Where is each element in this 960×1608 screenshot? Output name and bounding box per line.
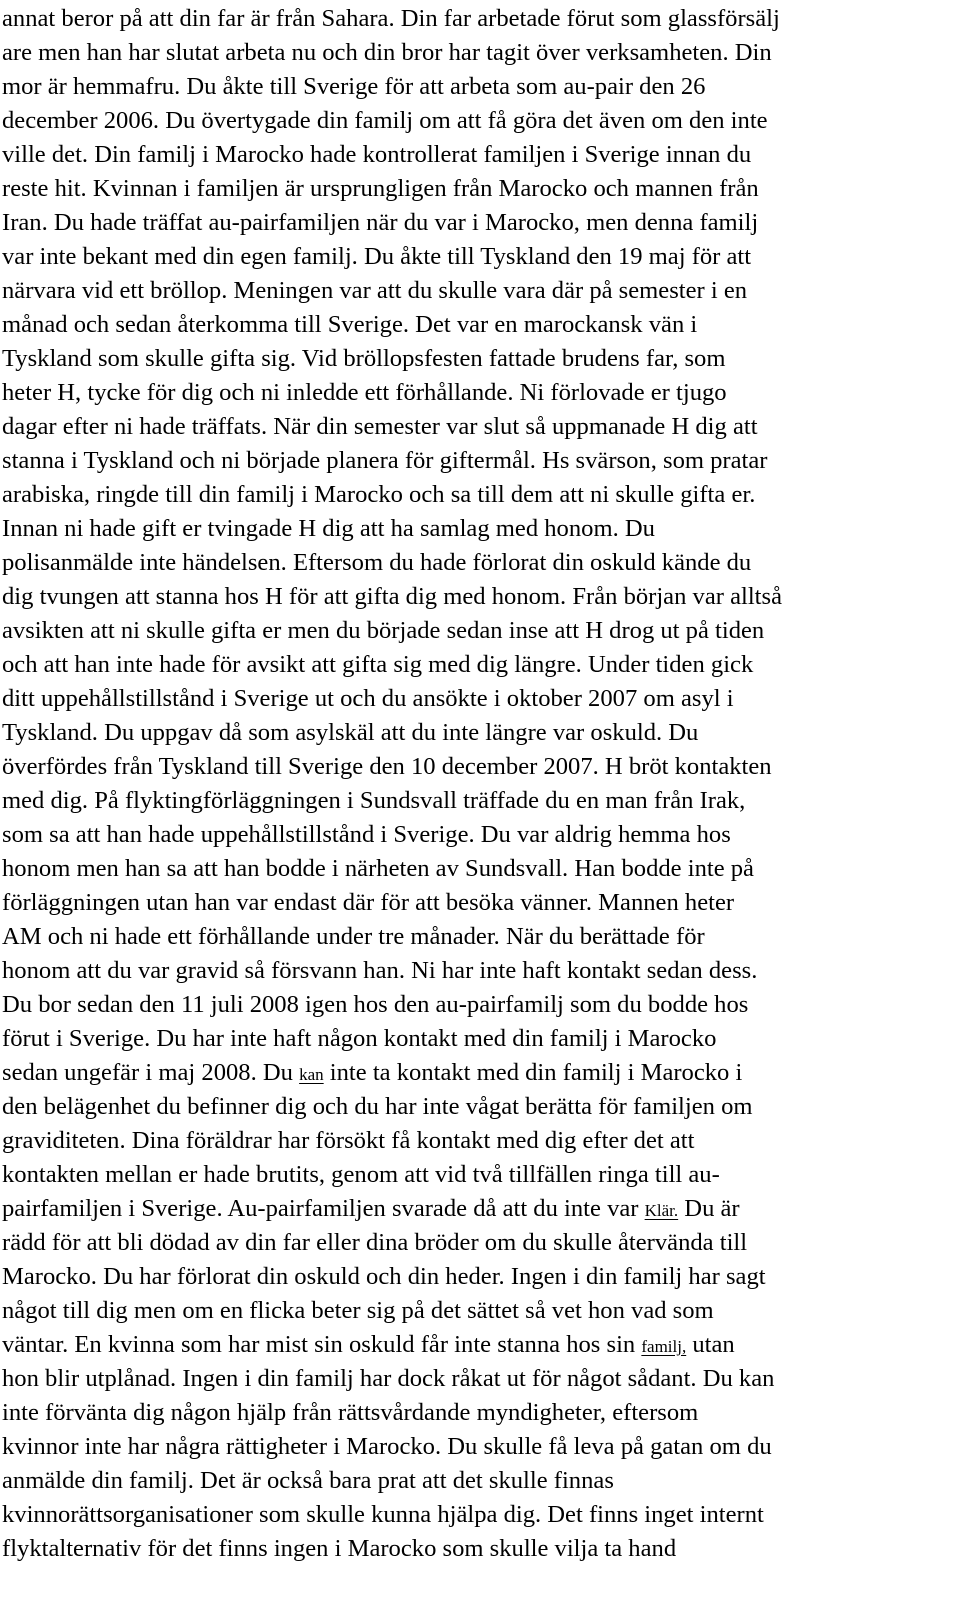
text-line-33: den belägenhet du befinner dig och du har inte vågat berätta för familjen om — [2, 1093, 753, 1120]
text-line-13: dagar efter ni hade träffats. När din semester var slut så uppmanade H dig att — [2, 413, 758, 440]
text-segment: utan — [686, 1331, 735, 1358]
text-line-39: något till dig men om en flicka beter sig på det sättet så vet hon vad som — [2, 1297, 714, 1324]
text-line-19: avsikten att ni skulle gifta er men du började sedan inse att H drog ut på tiden — [2, 617, 765, 644]
text-line-8: var inte bekant med din egen familj. Du åkte till Tyskland den 19 maj för att — [2, 243, 752, 270]
text-line-23: överfördes från Tyskland till Sverige den 10 december 2007. H bröt kontakten — [2, 753, 772, 780]
text-line-10: månad och sedan återkomma till Sverige. Det var en marockansk vän i — [2, 311, 698, 338]
text-line-29: honom att du var gravid så försvann han. Ni har inte haft kontakt sedan dess. — [2, 957, 758, 984]
text-line-1: annat beror på att din far är från Sahara. Din far arbetade förut som glassförsälj — [2, 5, 780, 32]
text-line-34: graviditeten. Dina föräldrar har försökt få kontakt med dig efter det att — [2, 1127, 695, 1154]
text-line-7: Iran. Du hade träffat au-pairfamiljen när du var i Marocko, men denna familj — [2, 209, 759, 236]
text-line-15: arabiska, ringde till din familj i Marocko och sa till dem att ni skulle gifta er. — [2, 481, 756, 508]
text-line-42: inte förvänta dig någon hjälp från rättsvårdande myndigheter, eftersom — [2, 1399, 699, 1426]
text-segment: inte ta kontakt med din familj i Marocko i — [323, 1059, 743, 1086]
text-line-12: heter H, tycke för dig och ni inledde ett förhållande. Ni förlovade er tjugo — [2, 379, 727, 406]
text-line-18: dig tvungen att stanna hos H för att gifta dig med honom. Från början var alltså — [2, 583, 782, 610]
text-segment: väntar. En kvinna som har mist sin oskuld får inte stanna hos sin — [2, 1331, 642, 1358]
text-line-16: Innan ni hade gift er tvingade H dig att ha samlag med honom. Du — [2, 515, 655, 542]
text-line-2: are men han har slutat arbeta nu och din bror har tagit över verksamheten. Din — [2, 39, 772, 66]
text-line-30: Du bor sedan den 11 juli 2008 igen hos den au-pairfamilj som du bodde hos — [2, 991, 749, 1018]
text-segment: Du är — [678, 1195, 740, 1222]
text-line-22: Tyskland. Du uppgav då som asylskäl att du inte längre var oskuld. Du — [2, 719, 699, 746]
text-line-27: förläggningen utan han var endast där för att besöka vänner. Mannen heter — [2, 889, 735, 916]
text-line-45: kvinnorättsorganisationer som skulle kunna hjälpa dig. Det finns inget internt — [2, 1501, 764, 1528]
underlined-word: kan — [299, 1065, 324, 1084]
text-line-40 — [2, 1331, 735, 1361]
text-line-17: polisanmälde inte händelsen. Eftersom du hade förlorat din oskuld kände du — [2, 549, 752, 576]
text-line-26: honom men han sa att han bodde i närheten av Sundsvall. Han bodde inte på — [2, 855, 754, 882]
text-line-24: med dig. På flyktingförläggningen i Sundsvall träffade du en man från Irak, — [2, 787, 746, 814]
text-line-11: Tyskland som skulle gifta sig. Vid bröllopsfesten fattade brudens far, som — [2, 345, 726, 372]
text-segment: sedan ungefär i maj 2008. Du — [2, 1059, 300, 1086]
text-line-32 — [2, 1059, 742, 1089]
text-line-28: AM och ni hade ett förhållande under tre månader. När du berättade för — [2, 923, 705, 950]
text-line-9: närvara vid ett bröllop. Meningen var att du skulle vara där på semester i en — [2, 277, 748, 304]
text-line-21: ditt uppehållstillstånd i Sverige ut och du ansökte i oktober 2007 om asyl i — [2, 685, 734, 712]
text-line-43: kvinnor inte har några rättigheter i Marocko. Du skulle få leva på gatan om du — [2, 1433, 772, 1460]
text-line-14: stanna i Tyskland och ni började planera för giftermål. Hs svärson, som pratar — [2, 447, 768, 474]
underlined-word: familj, — [641, 1337, 687, 1356]
text-line-36 — [2, 1195, 740, 1225]
text-line-31: förut i Sverige. Du har inte haft någon kontakt med din familj i Marocko — [2, 1025, 717, 1052]
text-line-41: hon blir utplånad. Ingen i din familj har dock råkat ut för något sådant. Du kan — [2, 1365, 775, 1392]
underlined-word: Klär. — [644, 1201, 679, 1220]
text-line-25: som sa att han hade uppehållstillstånd i Sverige. Du var aldrig hemma hos — [2, 821, 731, 848]
text-segment: pairfamiljen i Sverige. Au-pairfamiljen svarade då att du inte var — [2, 1195, 645, 1222]
text-line-5: ville det. Din familj i Marocko hade kontrollerat familjen i Sverige innan du — [2, 141, 752, 168]
text-line-4: december 2006. Du övertygade din familj om att få göra det även om den inte — [2, 107, 768, 134]
text-line-20: och att han inte hade för avsikt att gifta sig med dig längre. Under tiden gick — [2, 651, 754, 678]
text-line-44: anmälde din familj. Det är också bara prat att det skulle finnas — [2, 1467, 614, 1494]
text-line-35: kontakten mellan er hade brutits, genom att vid två tillfällen ringa till au- — [2, 1161, 720, 1188]
text-line-3: mor är hemmafru. Du åkte till Sverige för att arbeta som au-pair den 26 — [2, 73, 706, 100]
text-line-38: Marocko. Du har förlorat din oskuld och din heder. Ingen i din familj har sagt — [2, 1263, 766, 1290]
text-line-46: flyktalternativ för det finns ingen i Marocko som skulle vilja ta hand — [2, 1535, 677, 1562]
text-line-37: rädd för att bli dödad av din far eller dina bröder om du skulle återvända till — [2, 1229, 748, 1256]
text-line-6: reste hit. Kvinnan i familjen är ursprungligen från Marocko och mannen från — [2, 175, 759, 202]
